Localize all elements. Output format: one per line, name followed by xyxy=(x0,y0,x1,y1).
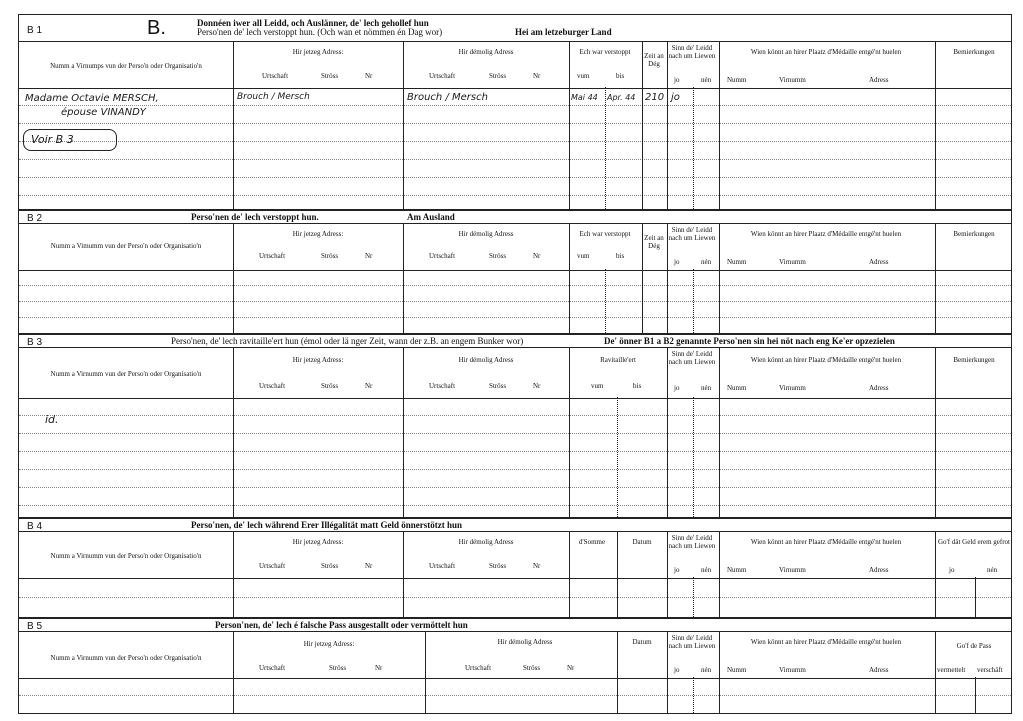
col-sinn-header: Sinn de' Leidd nach um Liewen xyxy=(668,350,716,366)
sub-virnumm: Virnumm xyxy=(779,258,806,266)
table-header xyxy=(19,223,1011,271)
sub-nr: Nr xyxy=(533,72,541,80)
sub-stross: Ströss xyxy=(321,72,339,80)
col-remarks-header: Bemierkungen xyxy=(953,356,995,364)
section-label: B 3 xyxy=(27,337,43,348)
col-name-header: Numm a Virnumm vun der Perso'n oder Organisatio'n xyxy=(50,654,202,662)
col-addr-old-header: Hir démolig Adress xyxy=(458,538,514,546)
section-title: Perso'nen, de' lech während Erer Illégalität matt Geld önnerstötzt hun xyxy=(191,520,462,530)
sub-nr: Nr xyxy=(533,382,541,390)
col-name-header: Numm a Vimumm vun der Perso'n oder Organisatio'n xyxy=(50,242,202,250)
section-title-right: Hei am letzeburger Land xyxy=(515,27,612,37)
col-medal-header: Wien könnt an hirer Plaatz d'Médaille entgé'nt huelen xyxy=(750,48,902,56)
col-medal-header: Wien könnt an hirer Plaatz d'Médaille entgé'nt huelen xyxy=(750,356,902,364)
col-name-header: Numm a Virnumm vun der Perso'n oder Organisatio'n xyxy=(50,552,202,560)
sub-urtschaft: Urtschaft xyxy=(429,382,456,390)
col-addr-now-header: Hir jetzeg Adress: xyxy=(292,230,344,238)
col-datum-header: Datum xyxy=(632,538,652,546)
sub-stross: Ströss xyxy=(489,382,507,390)
entry-from: Mai 44 xyxy=(571,93,598,102)
entry-addr-old: Brouch / Mersch xyxy=(407,92,488,103)
col-zeit-header: Zeit an Dég xyxy=(644,234,664,250)
sub-stross: Ströss xyxy=(523,664,541,672)
sub-nr: Nr xyxy=(365,382,373,390)
col-hidden-header: Ech war verstoppt xyxy=(579,48,631,56)
sub-urtschaft: Urtschaft xyxy=(259,664,286,672)
col-somme-header: d'Somme xyxy=(578,538,606,546)
sub-bis: bis xyxy=(633,382,642,390)
col-addr-now-header: Hir jetzeg Adress: xyxy=(292,48,344,56)
entry-id: id. xyxy=(45,413,59,426)
col-rav-header: Ravitaille'ert xyxy=(600,356,636,364)
section-label: B 2 xyxy=(27,213,43,224)
sub-vermettelt: vermettelt xyxy=(937,666,966,674)
section-label: B 5 xyxy=(27,621,43,632)
sub-stross: Ströss xyxy=(321,382,339,390)
entry-voir: Voir B 3 xyxy=(31,133,74,146)
form-page xyxy=(18,14,1012,714)
col-addr-now-header: Hir jetzeg Adress: xyxy=(292,356,344,364)
col-addr-now-header: Hir jetzeg Adress: xyxy=(303,640,355,648)
section-b4 xyxy=(18,518,1012,618)
entry-alive: jo xyxy=(671,92,680,103)
sub-nr: Nr xyxy=(375,664,383,672)
col-pass-header: Go'f de Pass xyxy=(956,642,992,650)
sub-jo: jo xyxy=(674,258,680,266)
sub-virnumm: Virnumm xyxy=(779,76,806,84)
col-medal-header: Wien könnt an hirer Plaatz d'Médaille entgé'nt huelen xyxy=(750,230,902,238)
entry-days: 210 xyxy=(645,92,665,103)
col-medal-header: Wien könnt an hirer Plaatz d'Médaille entgé'nt huelen xyxy=(750,538,902,546)
sub-virnumm: Virnumm xyxy=(779,566,806,574)
table-body xyxy=(19,577,1011,617)
col-remarks-header: Bemierkungen xyxy=(953,48,995,56)
section-b1 xyxy=(18,14,1012,210)
sub-urtschaft: Urtschaft xyxy=(259,382,286,390)
section-label: B 1 xyxy=(27,25,43,36)
sub-nr: Nr xyxy=(533,252,541,260)
section-b3 xyxy=(18,334,1012,518)
sub-urtschaft: Urtschaft xyxy=(259,252,286,260)
sub-jo: jo xyxy=(674,76,680,84)
sub-adress: Adress xyxy=(869,566,889,574)
sub-jo: jo xyxy=(674,566,680,574)
table-body xyxy=(19,677,1011,713)
sub-nen: nén xyxy=(701,566,712,574)
col-name-header: Numm a Virnumm vun der Perso'n oder Organisatio'n xyxy=(50,370,202,378)
sub-adress: Adress xyxy=(869,258,889,266)
entry-to: Apr. 44 xyxy=(607,93,636,102)
sub-adress: Adress xyxy=(869,384,889,392)
col-sinn-header: Sinn de' Leidd nach um Liewen xyxy=(668,44,716,60)
col-geld-header: Go'f dät Geld erem gefrot xyxy=(937,538,1010,546)
entry-addr-now: Brouch / Mersch xyxy=(237,92,310,102)
col-addr-old-header: Hir démolig Adress xyxy=(458,230,514,238)
sub-adress: Adress xyxy=(869,666,889,674)
col-sinn-header: Sinn de' Leidd nach um Liewen xyxy=(668,634,716,650)
sub-jo: jo xyxy=(674,384,680,392)
sub-numm: Numm xyxy=(727,76,747,84)
section-title: Perso'nen de' lech verstoppt hun. xyxy=(191,212,319,222)
col-sinn-header: Sinn de' Leidd nach um Liewen xyxy=(668,534,716,550)
sub-geld-nen: nén xyxy=(987,566,998,574)
sub-geld-jo: jo xyxy=(949,566,955,574)
sub-urtschaft: Urtschaft xyxy=(429,562,456,570)
form-letter: B. xyxy=(147,17,166,39)
sub-vum: vum xyxy=(591,382,604,390)
entry-name-line1: Madame Octavie MERSCH, xyxy=(25,93,159,104)
table-body xyxy=(19,87,1011,209)
col-hidden-header: Ech war verstoppt xyxy=(579,230,631,238)
sub-numm: Numm xyxy=(727,566,747,574)
sub-numm: Numm xyxy=(727,666,747,674)
section-title: Donnéen iwer all Leidd, och Auslänner, de' lech gehollef hun xyxy=(197,18,429,28)
entry-name-line2: épouse VINANDY xyxy=(61,107,146,118)
sub-nr: Nr xyxy=(365,252,373,260)
col-datum-header: Datum xyxy=(632,638,652,646)
sub-verschaft: verschäft xyxy=(977,666,1003,674)
section-title-right: De' önner B1 a B2 genannte Perso'nen sin hei nöt nach eng Ke'er opzezielen xyxy=(604,336,895,346)
section-title: Perso'nen, de' lech ravitaille'ert hun (émol oder lä nger Zeit, wann der z.B. an engem Bunker wor) xyxy=(171,336,524,346)
sub-stross: Ströss xyxy=(321,562,339,570)
sub-urtschaft: Urtschaft xyxy=(429,72,456,80)
table-header xyxy=(19,531,1011,579)
sub-nr: Nr xyxy=(365,562,373,570)
sub-urtschaft: Urtschaft xyxy=(429,252,456,260)
section-title: Person'nen, de' lech é falsche Pass ausgestallt oder vermöttelt hun xyxy=(215,620,468,630)
sub-nr: Nr xyxy=(365,72,373,80)
sub-urtschaft: Urtschaft xyxy=(259,562,286,570)
sub-virnumm: Virnumm xyxy=(779,384,806,392)
table-header xyxy=(19,347,1011,399)
sub-nr: Nr xyxy=(567,664,575,672)
col-addr-old-header: Hir démolig Adress xyxy=(458,48,514,56)
table-body xyxy=(19,269,1011,333)
section-subtitle: Perso'nen de' lech verstoppt hun. (Och wan et nömmen én Dag wor) xyxy=(197,27,443,37)
sub-stross: Ströss xyxy=(489,562,507,570)
sub-virnumm: Virnumm xyxy=(779,666,806,674)
section-b5 xyxy=(18,618,1012,714)
sub-nr: Nr xyxy=(533,562,541,570)
col-medal-header: Wien könnt an hirer Plaatz d'Médaille entgé'nt huelen xyxy=(750,638,902,646)
table-header xyxy=(19,41,1011,89)
col-name-header: Numm a Virnumps vun der Perso'n oder Organisatio'n xyxy=(50,62,202,70)
sub-bis: bis xyxy=(616,252,625,260)
section-b2 xyxy=(18,210,1012,334)
sub-stross: Ströss xyxy=(489,72,507,80)
sub-nen: nén xyxy=(701,76,712,84)
col-addr-now-header: Hir jetzeg Adress: xyxy=(292,538,344,546)
col-addr-old-header: Hir démolig Adress xyxy=(458,356,514,364)
sub-stross: Ströss xyxy=(321,252,339,260)
sub-urtschaft: Urtschaft xyxy=(465,664,492,672)
sub-nen: nén xyxy=(701,666,712,674)
sub-nen: nén xyxy=(701,258,712,266)
col-addr-old-header: Hir démolig Adress xyxy=(497,638,553,646)
sub-vum: vum xyxy=(577,72,590,80)
sub-bis: bis xyxy=(616,72,625,80)
sub-urtschaft: Urtschaft xyxy=(262,72,289,80)
sub-numm: Numm xyxy=(727,258,747,266)
table-body xyxy=(19,397,1011,517)
sub-jo: jo xyxy=(674,666,680,674)
section-title-right: Am Ausland xyxy=(407,212,455,222)
table-header xyxy=(19,631,1011,679)
sub-numm: Numm xyxy=(727,384,747,392)
col-remarks-header: Bemierkungen xyxy=(953,230,995,238)
section-label: B 4 xyxy=(27,521,43,532)
sub-vum: vum xyxy=(577,252,590,260)
sub-adress: Adress xyxy=(869,76,889,84)
sub-stross: Ströss xyxy=(489,252,507,260)
col-zeit-header: Zeit an Dég xyxy=(644,52,664,68)
sub-stross: Ströss xyxy=(329,664,347,672)
col-sinn-header: Sinn de' Leidd nach um Liewen xyxy=(668,226,716,242)
sub-nen: nén xyxy=(701,384,712,392)
